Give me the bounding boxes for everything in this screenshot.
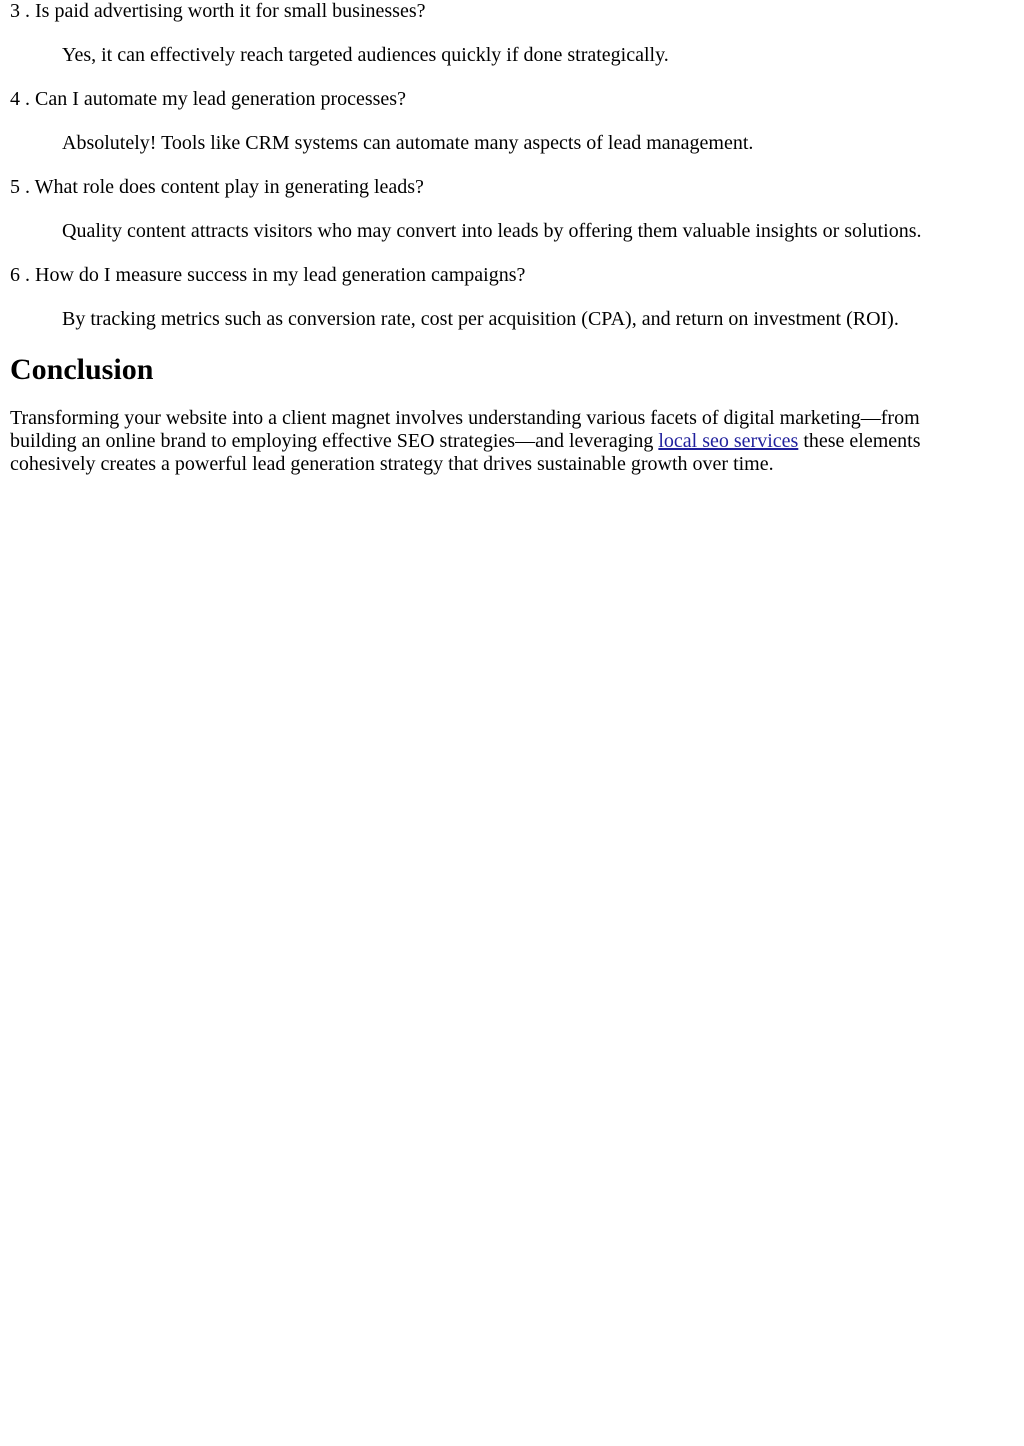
conclusion-text-after-link: these elements cohesively creates a powerful lead generation strategy that drives sustainable growth over time. [10,430,921,475]
faq-number: 3 [10,0,20,22]
faq-question-text: Can I automate my lead generation processes? [35,88,406,110]
faq-number: 5 [10,176,20,198]
faq-question: 6 . How do I measure success in my lead generation campaigns? [10,264,526,286]
faq-item [10,88,1014,155]
faq-answer: Quality content attracts visitors who may convert into leads by offering them valuable insights or solutions. [62,220,922,242]
faq-question: 4 . Can I automate my lead generation processes? [10,88,406,110]
faq-answer: Yes, it can effectively reach targeted audiences quickly if done strategically. [62,44,669,66]
faq-item [10,264,1014,331]
faq-item [10,176,1014,243]
faq-question: 5 . What role does content play in generating leads? [10,176,424,198]
faq-list [10,0,1014,331]
faq-number: 6 [10,264,20,286]
local-seo-services-link[interactable]: local seo services [658,430,799,452]
faq-question-text: Is paid advertising worth it for small businesses? [35,0,426,22]
conclusion-heading: Conclusion [10,353,154,386]
faq-number: 4 [10,88,20,110]
faq-answer: Absolutely! Tools like CRM systems can automate many aspects of lead management. [62,132,754,154]
faq-answer: By tracking metrics such as conversion rate, cost per acquisition (CPA), and return on investment (ROI). [62,308,899,330]
faq-item [10,0,1014,67]
conclusion-text-before-link: Transforming your website into a client magnet involves understanding various facets of digital marketing—from building an online brand to employing effective SEO strategies—and leveraging [10,407,920,452]
article-page [0,0,1024,476]
faq-question: 3 . Is paid advertising worth it for small businesses? [10,0,426,22]
faq-question-text: How do I measure success in my lead generation campaigns? [35,264,526,286]
faq-question-text: What role does content play in generating leads? [34,176,424,198]
conclusion-paragraph [10,407,960,476]
